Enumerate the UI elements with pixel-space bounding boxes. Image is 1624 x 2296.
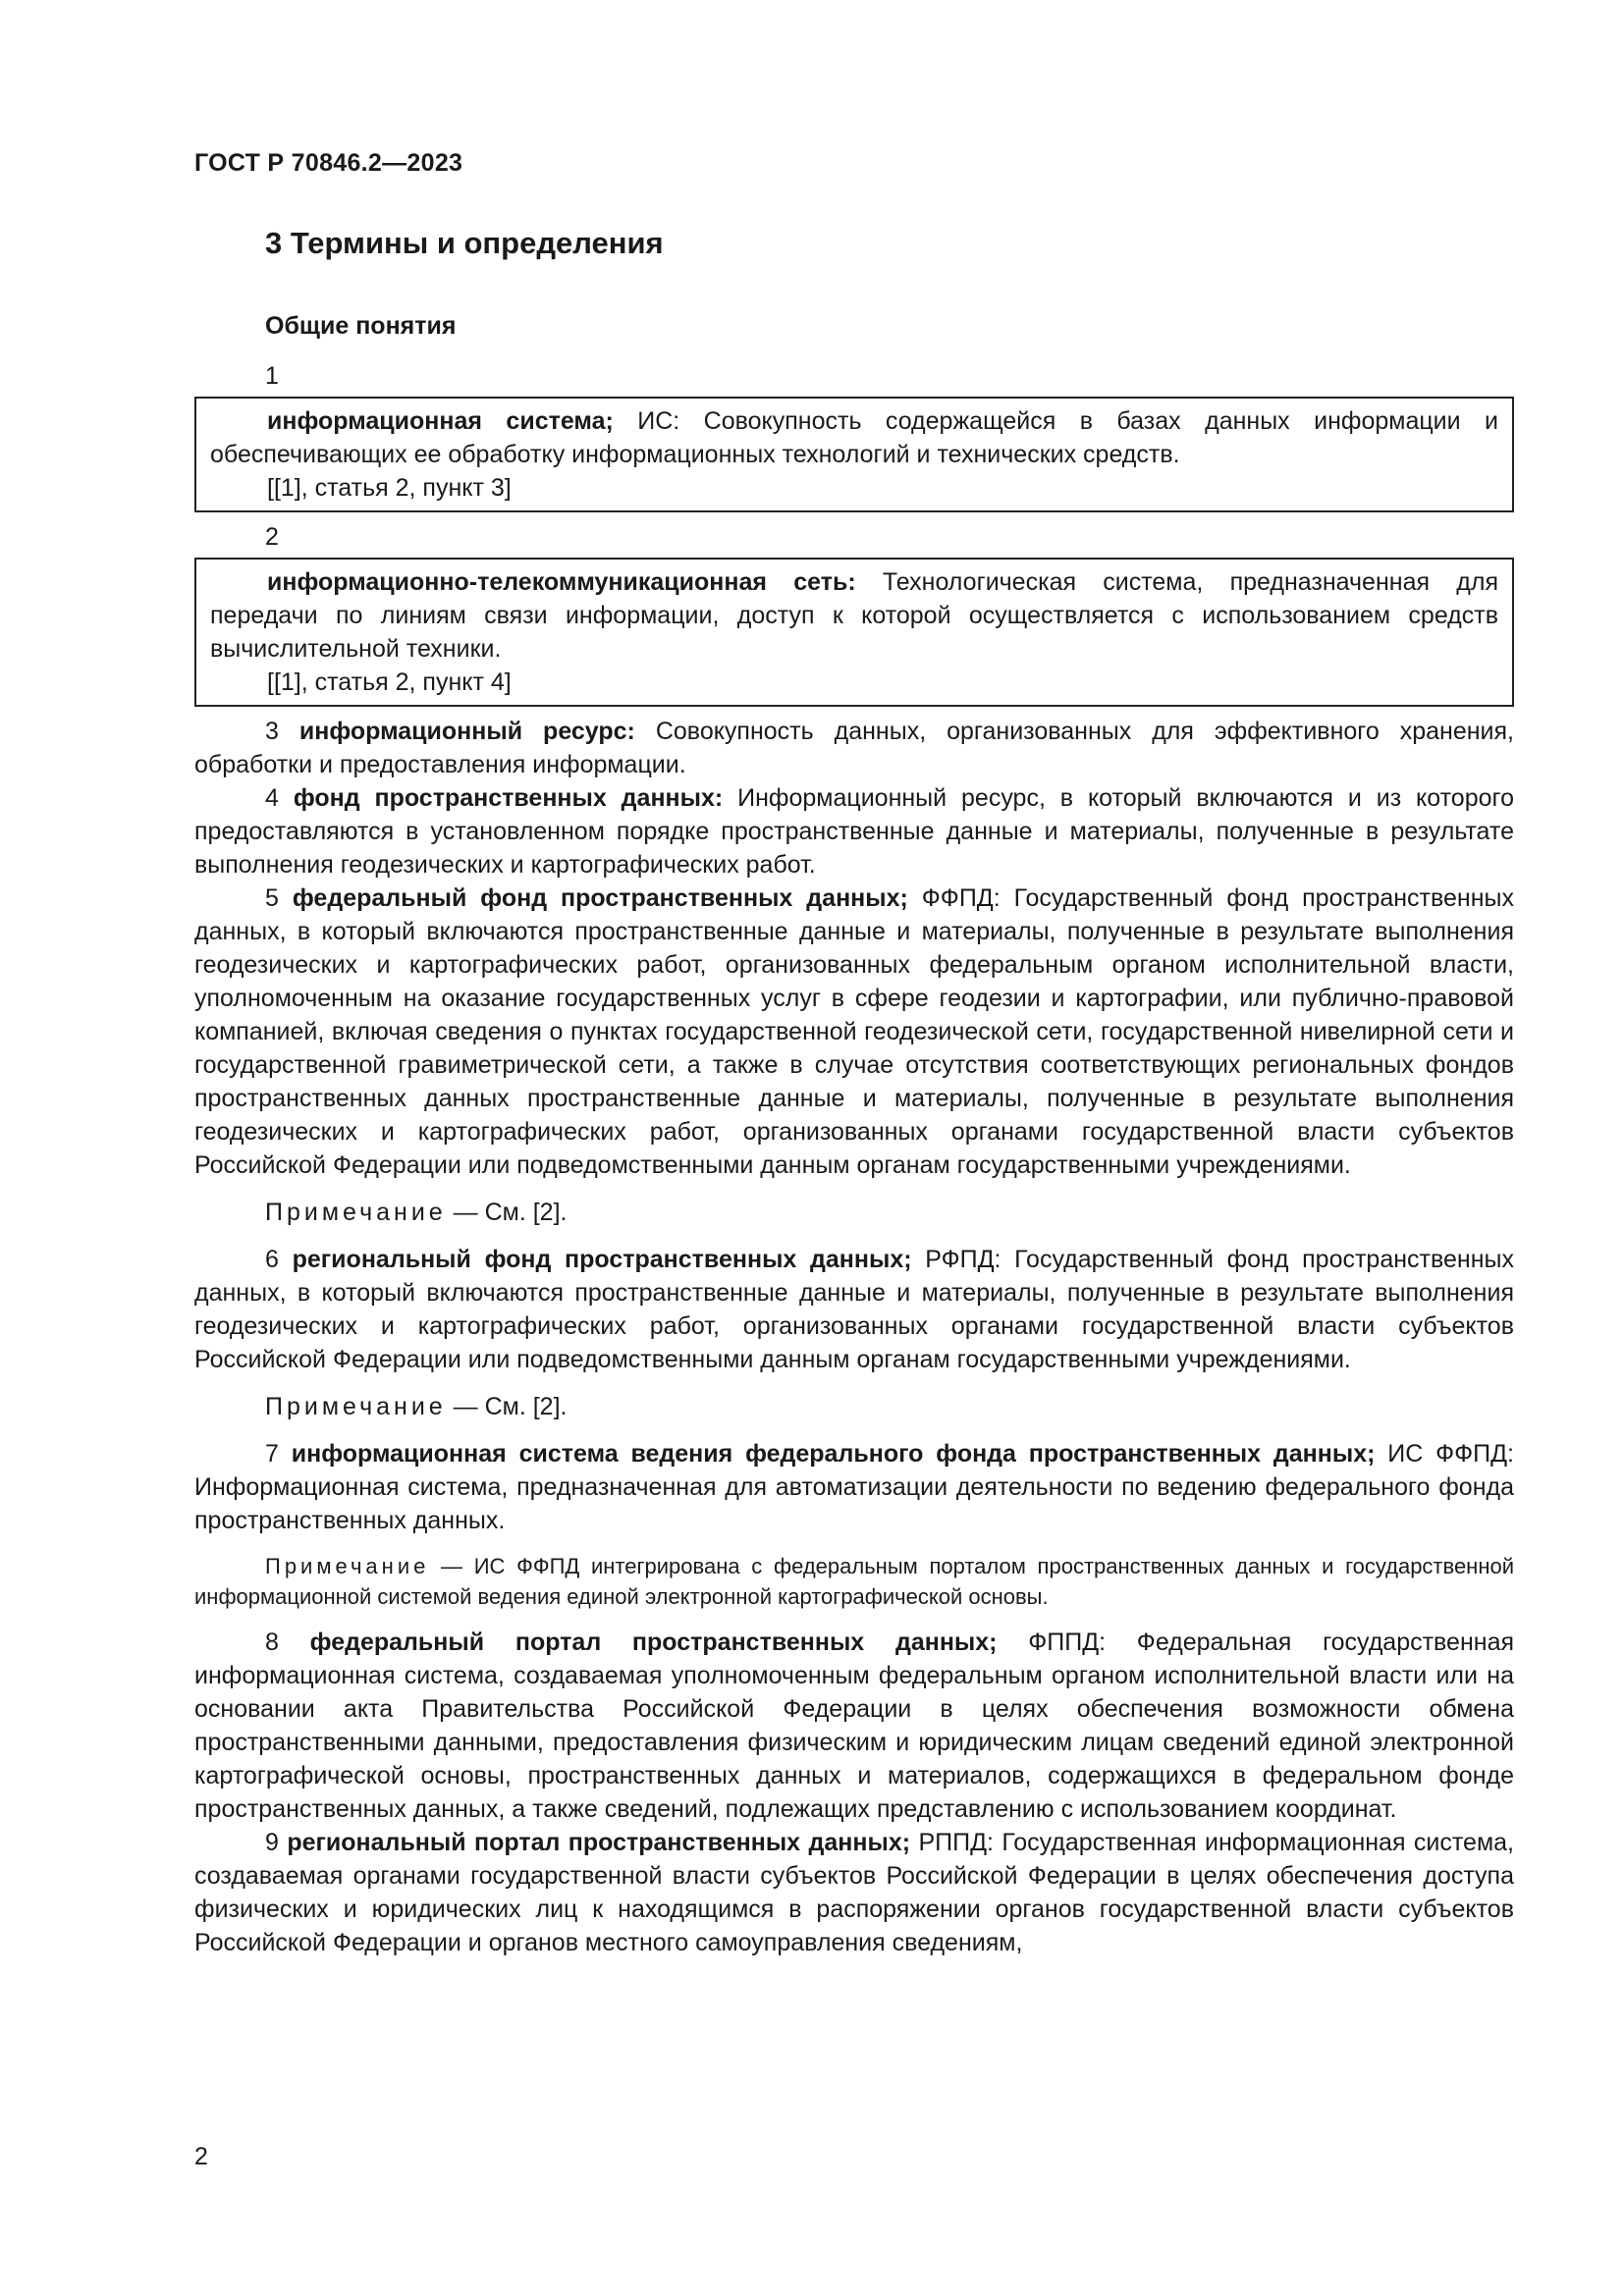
term-definition	[210, 404, 1498, 471]
term-number: 9	[265, 1829, 279, 1856]
note-label: Примечание	[265, 1199, 447, 1226]
term-text: ФФПД: Государственный фонд пространственных данных, в который включаются пространственные данные и материалы, полученные в результате выполнения геодезических и картографических работ, организованных федеральным органом исполнительной власти, уполномоченным на оказание государственных услуг в сфере геодезии и картографии, или публично-правовой компанией, включая сведения о пунктах государственной геодезической сети, государственной нивелирной сети и государственной гравиметрической сети, а также в случае отсутствия соответствующих региональных фондов пространственных данных пространственные данные и материалы, полученные в результате выполнения геодезических и картографических работ, организованных органами государственной власти субъектов Российской Федерации или подведомственными данным органам государственными учреждениями.	[194, 884, 1514, 1179]
term-text: РФПД: Государственный фонд пространственных данных, в который включаются пространственные данные и материалы, полученные в результате выполнения геодезических и картографических работ, организованных органами государственной власти субъектов Российской Федерации или подведомственными данным органам государственными учреждениями.	[194, 1246, 1514, 1373]
term-is-ffpd	[194, 1437, 1514, 1537]
term-federal-portal	[194, 1626, 1514, 1826]
term-number: 4	[265, 784, 279, 812]
term-name: фонд пространственных данных:	[293, 784, 724, 812]
term-definition	[210, 565, 1498, 666]
term-name: федеральный портал пространственных данных;	[309, 1629, 998, 1656]
note-label: Примечание	[265, 1554, 430, 1578]
term-number: 2	[265, 523, 279, 551]
term-number: 6	[265, 1246, 279, 1273]
term-regional-portal	[194, 1826, 1514, 1959]
document-id: ГОСТ Р 70846.2—2023	[194, 149, 463, 177]
term-text: ИС: Совокупность содержащейся в базах данных информации и обеспечивающих ее обработку информационных технологий и технических средств.	[210, 407, 1499, 468]
note-text: — ИС ФФПД интегрирована с федеральным порталом пространственных данных и государственной информационной системой ведения единой электронной картографической основы.	[194, 1554, 1514, 1609]
term-box-telecom-network	[194, 558, 1514, 707]
term-reference: [[1], статья 2, пункт 3]	[267, 474, 512, 502]
term-name: информационно-телекоммуникационная сеть:	[267, 568, 856, 596]
term-text: РППД: Государственная информационная система, создаваемая органами государственной власти субъектов Российской Федерации в целях обеспечения доступа физических и юридических лиц к находящимся в распоряжении органов государственной власти субъектов Российской Федерации и органов местного самоуправления сведениям,	[194, 1829, 1514, 1956]
term-text: Технологическая система, предназначенная для передачи по линиям связи информации, доступ к которой осуществляется с использованием средств вычислительной техники.	[210, 568, 1498, 663]
term-text: ФППД: Федеральная государственная информационная система, создаваемая уполномоченным федеральным органом исполнительной власти или на основании акта Правительства Российской Федерации в целях обеспечения возможности обмена пространственными данными, предоставления физическим и юридическим лицам сведений единой электронной картографической основы, пространственных данных и материалов, содержащихся в федеральном фонде пространственных данных, а также сведений, подлежащих представлению с использованием координат.	[194, 1629, 1515, 1823]
term-spatial-data-fund	[194, 781, 1514, 881]
term-name: информационная система;	[267, 407, 614, 435]
term-reference: [[1], статья 2, пункт 4]	[267, 668, 512, 696]
term-regional-spatial-data-fund	[194, 1243, 1514, 1376]
term-name: региональный портал пространственных данных;	[287, 1829, 911, 1856]
term-note	[194, 1196, 1514, 1229]
term-number: 1	[265, 362, 279, 390]
section-title: 3 Термины и определения	[265, 226, 664, 260]
term-federal-spatial-data-fund	[194, 881, 1514, 1182]
note-text: — См. [2].	[446, 1199, 568, 1226]
terms-content	[194, 355, 1514, 1959]
term-number: 7	[265, 1440, 279, 1468]
term-text: ИС ФФПД: Информационная система, предназначенная для автоматизации деятельности по ведению федерального фонда пространственных данных.	[194, 1440, 1514, 1534]
term-text: Информационный ресурс, в который включаются и из которого предоставляются в установленном порядке пространственные данные и материалы, полученные в результате выполнения геодезических и картографических работ.	[194, 784, 1514, 879]
term-number: 8	[265, 1629, 279, 1656]
term-name: информационная система ведения федерального фонда пространственных данных;	[291, 1440, 1376, 1468]
note-label: Примечание	[265, 1393, 447, 1420]
page-number: 2	[194, 2143, 208, 2170]
term-name: федеральный фонд пространственных данных;	[292, 884, 908, 912]
term-number: 5	[265, 884, 279, 912]
term-information-resource	[194, 715, 1514, 781]
term-note	[194, 1551, 1514, 1612]
term-text: Совокупность данных, организованных для эффективного хранения, обработки и предоставления информации.	[194, 718, 1514, 778]
term-number: 3	[265, 718, 279, 745]
term-name: региональный фонд пространственных данных;	[292, 1246, 912, 1273]
term-box-information-system	[194, 397, 1514, 512]
term-note	[194, 1390, 1514, 1423]
term-name: информационный ресурс:	[298, 718, 635, 745]
section-subtitle: Общие понятия	[265, 312, 457, 340]
note-text: — См. [2].	[446, 1393, 568, 1420]
